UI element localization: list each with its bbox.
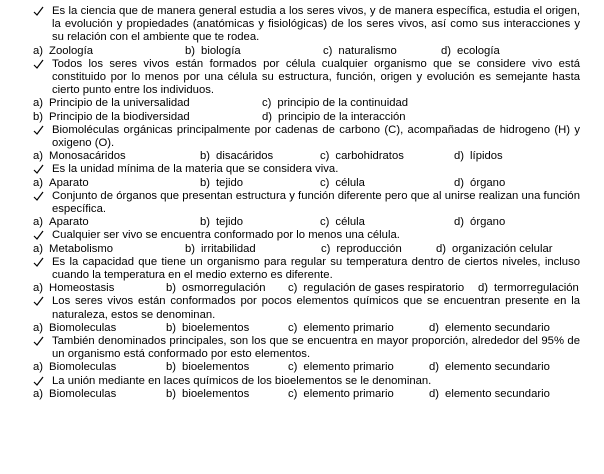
options-row [0,361,600,374]
option-b[interactable]: b) Principio de la biodiversidad [33,110,190,123]
option-c[interactable]: c) elemento primario [288,387,394,400]
checkmark-icon [33,5,45,18]
option-a[interactable]: a) Monosacáridos [33,150,126,163]
checkmark-icon [33,124,45,137]
option-d[interactable]: d) elemento secundario [429,361,550,374]
option-b[interactable]: b) biología [185,44,241,57]
option-c[interactable]: c) naturalismo [323,44,397,57]
question-2 [0,58,580,98]
question-text: Todos los seres vivos están formados por célula cualquier organismo que se considere vivo está constituido por lo menos por una célula su estructura, función, origen y evolución es semejante hasta cierto punto entre los individuos. [52,57,580,97]
option-d[interactable]: d) lípidos [454,150,503,163]
question-text: Conjunto de órganos que presentan estructura y función diferente pero que al unirse realizan una función específica. [52,189,580,215]
option-d[interactable]: d) órgano [454,216,506,229]
question-1 [0,5,580,45]
option-a[interactable]: a) Metabolismo [33,242,114,255]
checkmark-icon [33,58,45,71]
option-b[interactable]: b) disacáridos [200,150,274,163]
option-c[interactable]: c) reproducción [321,242,402,255]
question-10 [0,375,580,388]
option-d[interactable]: d) elemento secundario [429,321,550,334]
option-c[interactable]: c) carbohidratos [320,150,404,163]
option-b[interactable]: b) tejido [200,216,244,229]
checkmark-icon [33,375,45,388]
checkmark-icon [33,335,45,348]
options-row [0,243,600,256]
question-text: Biomoléculas orgánicas principalmente por cadenas de carbono (C), acompañadas de hidrogeno (H) y oxigeno (O). [52,123,580,149]
question-7 [0,256,580,282]
option-a[interactable]: a) Biomoleculas [33,361,117,374]
option-a[interactable]: a) Zoología [33,44,94,57]
options-row [0,97,600,110]
option-a[interactable]: a) Homeostasis [33,282,115,295]
question-8 [0,295,580,321]
checkmark-icon [33,163,45,176]
question-text: Cualquier ser vivo se encuentra conformado por lo menos una célula. [52,229,400,242]
options-row [0,45,600,58]
options-row [0,216,600,229]
option-c[interactable]: c) célula [320,216,365,229]
question-9 [0,335,580,361]
option-b[interactable]: b) bioelementos [166,321,250,334]
option-a[interactable]: a) Principio de la universalidad [33,97,190,110]
question-text: Es la capacidad que tiene un organismo para regular su temperatura dentro de ciertos niveles, incluso cuando la temperatura en el medio externo es diferente. [52,255,580,281]
options-row [0,150,600,163]
checkmark-icon [33,229,45,242]
question-text: Los seres vivos están conformados por pocos elementos químicos que se encuentran presente en la naturaleza, estos se denominan. [52,295,580,321]
option-b[interactable]: b) osmorregulación [166,282,266,295]
option-a[interactable]: a) Biomoleculas [33,321,117,334]
option-a[interactable]: a) Aparato [33,176,89,189]
question-text: Es la ciencia que de manera general estudia a los seres vivos, y de manera específica, estudia el origen, la evolución y propiedades (anatómicas y fisiológicas) de los seres vivos, así como sus interacciones y su relación con el ambiente que te rodea. [52,5,580,44]
option-d[interactable]: d) elemento secundario [429,387,550,400]
question-6 [0,229,580,242]
option-d[interactable]: d) termorregulación [478,282,579,295]
option-c[interactable]: c) elemento primario [288,321,394,334]
question-text: La unión mediante en laces químicos de los bioelementos se le denominan. [52,374,432,387]
option-d[interactable]: d) principio de la interacción [262,110,406,123]
option-a[interactable]: a) Aparato [33,216,89,229]
option-d[interactable]: d) órgano [454,176,506,189]
option-b[interactable]: b) bioelementos [166,361,250,374]
options-row [0,322,600,335]
question-4 [0,163,580,176]
option-c[interactable]: c) principio de la continuidad [262,97,409,110]
checkmark-icon [33,295,45,308]
option-d[interactable]: d) organización celular [436,242,553,255]
options-row [0,282,600,295]
option-c[interactable]: c) elemento primario [288,361,394,374]
option-c[interactable]: c) célula [320,176,365,189]
option-c[interactable]: c) regulación de gases respiratorio [288,282,465,295]
option-b[interactable]: b) irritabilidad [185,242,256,255]
checkmark-icon [33,190,45,203]
option-a[interactable]: a) Biomoleculas [33,387,117,400]
checkmark-icon [33,256,45,269]
question-3 [0,124,580,150]
question-text: También denominados principales, son los que se encuentra en mayor proporción, alrededor del 95% de un organismo está conformado por esto elementos. [52,334,580,361]
option-d[interactable]: d) ecología [441,44,500,57]
question-text: Es la unidad mínima de la materia que se considera viva. [52,163,339,176]
question-5 [0,190,580,216]
options-row [0,388,600,401]
options-row [0,177,600,190]
option-b[interactable]: b) tejido [200,176,244,189]
option-b[interactable]: b) bioelementos [166,387,250,400]
options-row [0,111,600,124]
